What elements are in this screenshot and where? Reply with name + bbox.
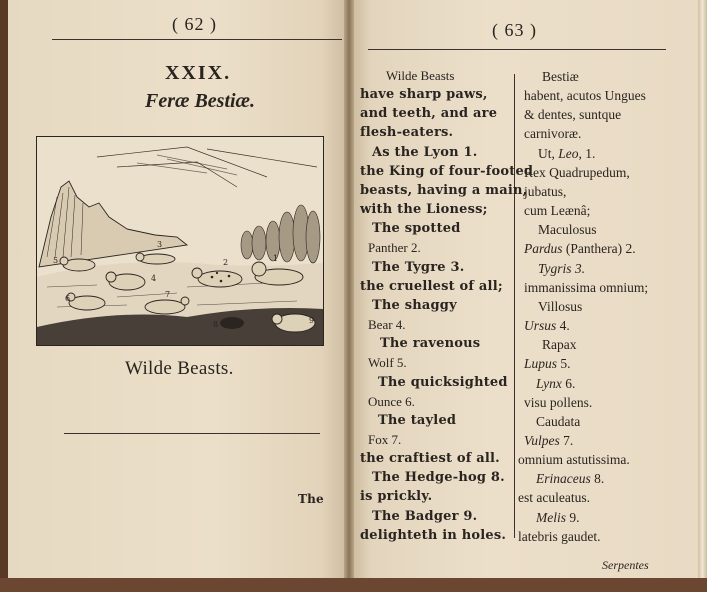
latin-line: omnium astutissima. [518,452,630,467]
english-line: delighteth in holes. [360,528,507,543]
latin-line: Ut, Leo, 1. [538,146,596,161]
english-line: The shaggy [372,298,457,313]
left-header-rule [52,39,342,40]
latin-line: Rapax [542,337,577,352]
english-line: Wilde Beasts [386,68,455,83]
figure-number-2: 2 [223,258,229,267]
latin-line: jubatus, [524,184,567,199]
english-line: The quicksighted [378,375,508,390]
english-line: have sharp paws, [360,87,488,102]
left-catchword: The [298,492,324,506]
latin-line: visu pollens. [524,395,593,410]
book-gutter [344,0,354,580]
latin-line: Lynx 6. [536,376,576,391]
latin-line: Vulpes 7. [524,433,574,448]
english-line: The spotted [372,221,461,236]
english-line: The Tygre 3. [372,260,465,275]
right-catchword: Serpentes [602,558,649,572]
english-line: The ravenous [380,336,481,351]
english-line: and teeth, and are [360,106,498,121]
english-line: Bear 4. [368,317,406,332]
english-line: flesh-eaters. [360,125,454,140]
latin-line: Tygris 3. [538,261,586,276]
figure-number-8: 8 [213,320,219,329]
english-line: the cruellest of all; [360,279,503,294]
english-line: Panther 2. [368,240,421,255]
column-divider [514,74,515,538]
right-page-number: ( 63 ) [492,20,537,40]
latin-line: Melis 9. [536,510,580,525]
woodcut-drawing [37,137,323,345]
latin-line: Rex Quadrupedum, [524,165,630,180]
left-page-number: ( 62 ) [172,14,217,34]
latin-line: immanissima omnium; [524,280,649,295]
page-edges [698,0,707,592]
english-line: As the Lyon 1. [372,145,478,160]
latin-line: cum Leænâ; [524,203,591,218]
latin-line: Pardus (Panthera) 2. [524,241,636,256]
latin-line: est aculeatus. [518,490,590,505]
figure-number-3: 3 [157,240,163,249]
english-line: The Badger 9. [372,509,478,524]
english-line: with the Lioness; [360,202,488,217]
latin-line: habent, acutos Ungues [524,88,646,103]
english-line: The Hedge-hog 8. [372,470,505,485]
chapter-numeral: XXIX. [165,62,232,84]
latin-line: Villosus [538,299,583,314]
english-line: is prickly. [360,489,433,504]
english-line: the craftiest of all. [360,451,500,466]
figure-number-5: 5 [53,256,59,265]
latin-line: Erinaceus 8. [536,471,605,486]
latin-title: Feræ Bestiæ. [145,90,255,112]
latin-line: & dentes, suntque [524,107,622,122]
woodcut-illustration [36,136,324,346]
latin-line: carnivoræ. [524,126,582,141]
english-line: Wolf 5. [368,355,407,370]
latin-line: Bestiæ [542,69,579,84]
latin-line: Lupus 5. [524,356,571,371]
latin-line: Maculosus [538,222,597,237]
illustration-caption: Wilde Beasts. [125,358,234,379]
english-line: Fox 7. [368,432,402,447]
figure-number-7: 7 [165,290,171,299]
figure-number-9: 9 [309,316,315,325]
english-line: The tayled [378,413,457,428]
figure-number-4: 4 [151,274,157,283]
english-line: Ounce 6. [368,394,415,409]
right-header-rule [368,49,666,50]
latin-line: latebris gaudet. [518,529,601,544]
book-cover-edge [0,578,707,592]
left-footer-rule [64,433,320,434]
figure-number-1: 1 [273,254,279,263]
english-line: the King of four-footed [360,164,534,179]
latin-line: Ursus 4. [524,318,570,333]
latin-line: Caudata [536,414,581,429]
figure-number-6: 6 [65,294,71,303]
english-line: beasts, having a main, [360,183,528,198]
